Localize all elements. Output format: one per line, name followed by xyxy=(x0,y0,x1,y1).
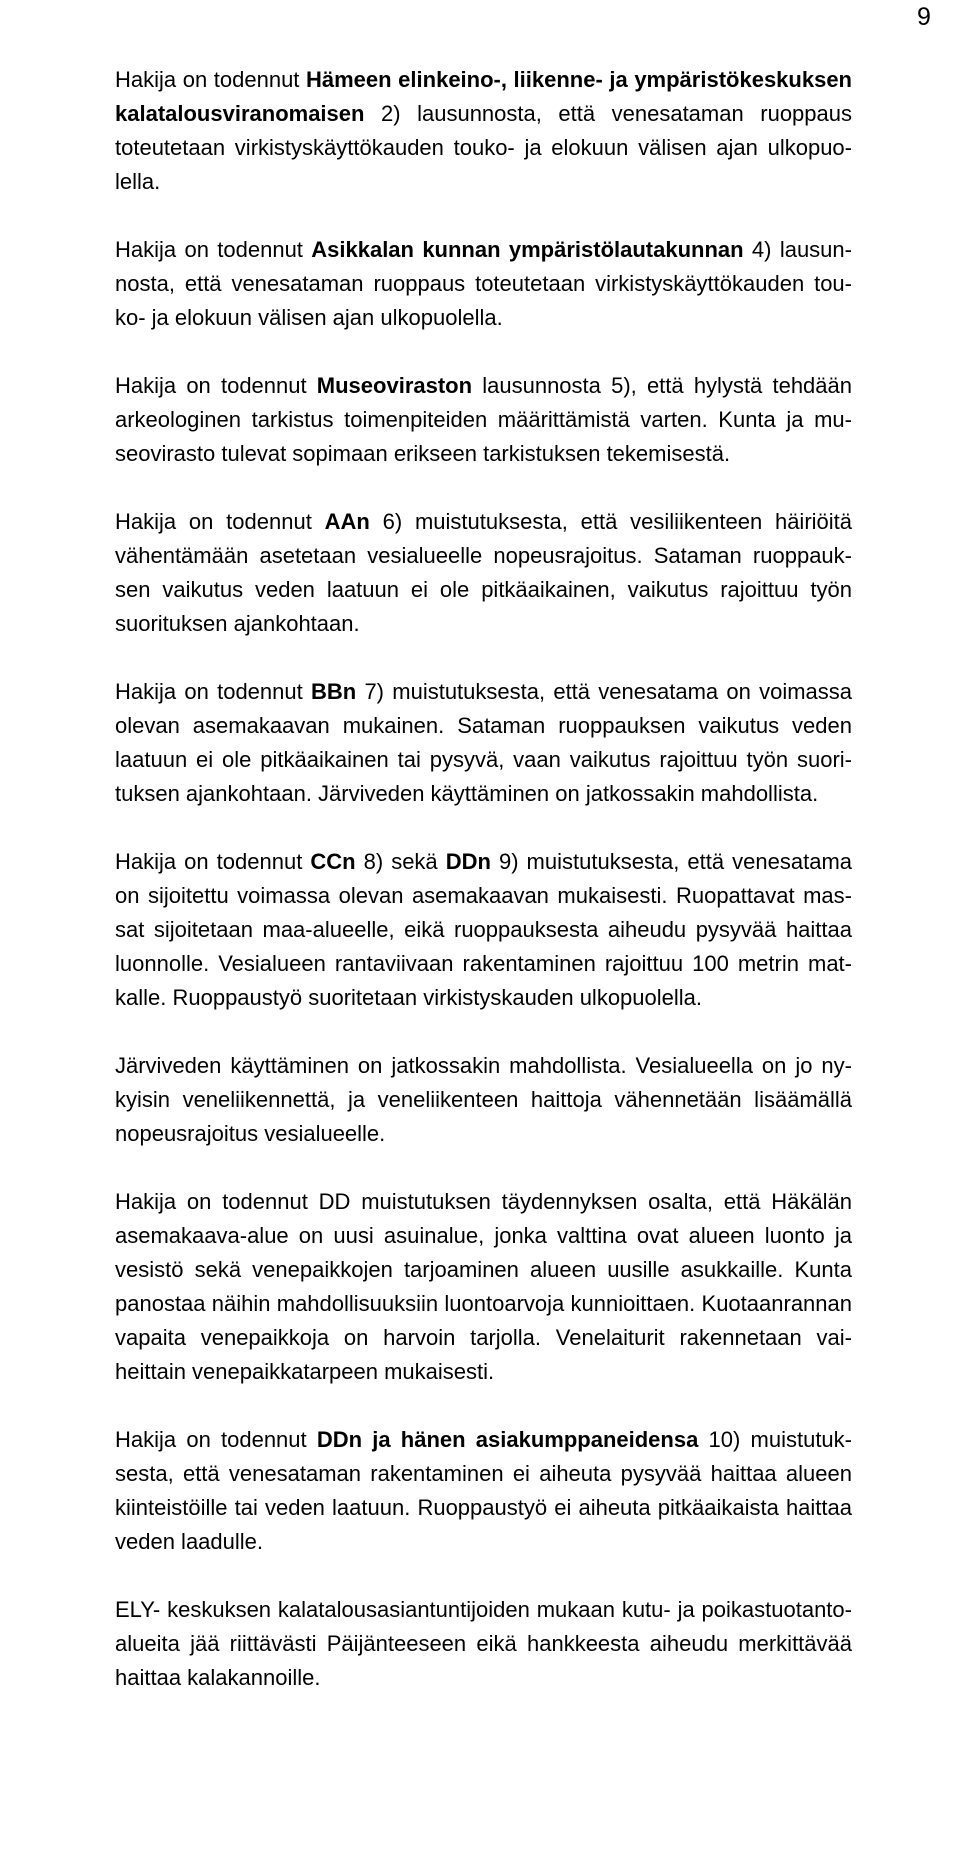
paragraph-ccn-ddn xyxy=(115,845,852,1015)
bold-term: Hämeen elinkeino-, liikenne- ja ympäristökeskuksen kalatalousviranomaisen xyxy=(115,67,852,126)
text-segment: Hakija on todennut xyxy=(115,373,317,398)
text-segment: 6) muistutuksesta, että vesiliikenteen häiriöitä vähentämään asetetaan vesialueelle nopeusrajoitus. Sataman ruoppauksen vaikutus veden laatuun ei ole pitkäaikainen, vaikutus rajoittuu työn suorituksen ajankohtaan. xyxy=(115,509,853,636)
text-segment: Hakija on todennut xyxy=(115,1427,317,1452)
bold-term: Asikkalan kunnan ympäristölautakunnan xyxy=(311,237,744,262)
text-segment: Hakija on todennut xyxy=(115,679,311,704)
paragraph-aan xyxy=(115,505,852,641)
paragraph-ely-kalatalous xyxy=(115,1593,852,1695)
text-segment: 4) lausunnosta, että venesataman ruoppaus toteutetaan virkistyskäyttökauden touko- ja elokuun välisen ajan ulkopuolella. xyxy=(115,237,852,330)
text-segment: Hakija on todennut xyxy=(115,237,312,262)
paragraph-dd-taydennys xyxy=(115,1185,852,1389)
bold-term: AAn xyxy=(324,509,370,534)
text-segment: lausunnosta 5), että hylystä tehdään arkeologinen tarkistus toimenpiteiden määrittämistä varten. Kunta ja museovirasto tulevat sopimaan erikseen tarkistuksen tekemisestä. xyxy=(115,373,852,466)
text-segment: ELY- keskuksen kalatalousasiantuntijoiden mukaan kutu- ja poikastuotanto-alueita jää riittävästi Päijänteeseen eikä hankkeesta aiheudu merkittävää haittaa kalakannoille. xyxy=(115,1597,852,1690)
text-segment: Järviveden käyttäminen on jatkossakin mahdollista. Vesialueella on jo nykyisin veneliikennettä, ja veneliikenteen haittoja vähennetään lisäämällä nopeusrajoitus vesialueelle. xyxy=(115,1053,852,1146)
paragraph-ddn-asiakumppaneidensa xyxy=(115,1423,852,1559)
text-segment: Hakija on todennut xyxy=(115,849,311,874)
paragraph-museovirasto xyxy=(115,369,852,471)
paragraph-asikkala xyxy=(115,233,852,335)
paragraph-hameen-ely xyxy=(115,63,852,199)
bold-term: DDn ja hänen asiakumppaneidensa xyxy=(316,1427,699,1452)
text-segment: Hakija on todennut DD muistutuksen täydennyksen osalta, että Häkälän asemakaava-alue on uusi asuinalue, jonka valttina ovat alueen luonto ja vesistö sekä venepaikkojen tarjoaminen alueen uusille asukkaille. Kunta panostaa näihin mahdollisuuksiin luontoarvoja kunnioittaen. Kuotaanrannan vapaita venepaikkoja on harvoin tarjolla. Venelaiturit rakennetaan vaiheittain venepaikkatarpeen mukaisesti. xyxy=(115,1189,852,1384)
text-segment: Hakija on todennut xyxy=(115,67,306,92)
text-segment: 8) sekä xyxy=(355,849,446,874)
text-segment: 10) muistutuksesta, että venesataman rakentaminen ei aiheuta pysyvää haittaa alueen kiinteistöille tai veden laatuun. Ruoppaustyö ei aiheuta pitkäaikaista haittaa veden laadulle. xyxy=(115,1427,852,1554)
document-body xyxy=(115,63,852,1695)
page-number: 9 xyxy=(917,3,931,31)
text-segment: 7) muistutuksesta, että venesatama on voimassa olevan asemakaavan mukainen. Sataman ruoppauksen vaikutus veden laatuun ei ole pitkäaikainen tai pysyvä, vaan vaikutus rajoittuu työn suorituksen ajankohtaan. Järviveden käyttäminen on jatkossakin mahdollista. xyxy=(115,679,853,806)
paragraph-bbn xyxy=(115,675,852,811)
paragraph-jarviveden xyxy=(115,1049,852,1151)
bold-term: CCn xyxy=(310,849,356,874)
text-segment: 9) muistutuksesta, että venesatama on sijoitettu voimassa olevan asemakaavan mukaisesti. Ruopattavat massat sijoitetaan maa-alueelle, eikä ruoppauksesta aiheudu pysyvää haittaa luonnolle. Vesialueen rantaviivaan rakentaminen rajoittuu 100 metrin matkalle. Ruoppaustyö suoritetaan virkistyskauden ulkopuolella. xyxy=(115,849,852,1010)
bold-term: Museoviraston xyxy=(316,373,473,398)
bold-term: DDn xyxy=(445,849,491,874)
text-segment: 2) lausunnosta, että venesataman ruoppaus toteutetaan virkistyskäyttökauden touko- ja elokuun välisen ajan ulkopuolella. xyxy=(115,101,852,194)
bold-term: BBn xyxy=(310,679,357,704)
text-segment: Hakija on todennut xyxy=(115,509,325,534)
